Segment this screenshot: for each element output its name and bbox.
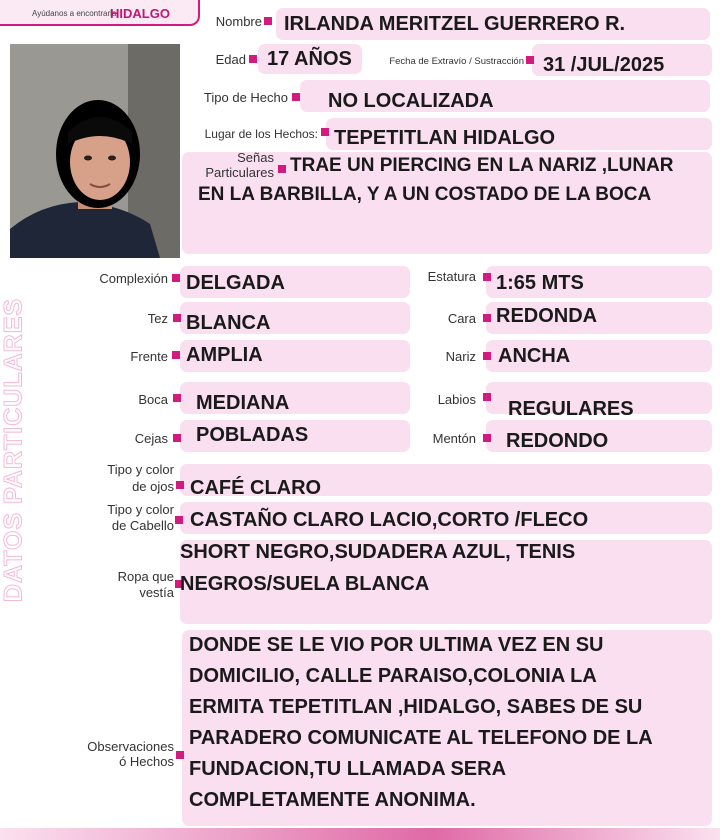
senas-bullet [278,165,286,173]
side-title: DATOS PARTICULARES [0,297,28,603]
logo-name: HIDALGO [110,6,170,21]
observaciones-line: PARADERO COMUNICATE AL TELEFONO DE LA [189,727,653,749]
observaciones-line: DOMICILIO, CALLE PARAISO,COLONIA LA [189,665,597,687]
tez-label: Tez [147,311,168,326]
estatura-value: 1:65 MTS [496,272,584,294]
ropa-label-line1: Ropa que [117,569,174,584]
nariz-value: ANCHA [498,345,571,367]
tez-bullet [173,314,181,322]
edad-value: 17 AÑOS [267,48,352,70]
cara-label: Cara [447,311,476,326]
cabello-label-line1: Tipo y color [107,502,174,517]
cejas-label: Cejas [134,431,168,446]
observaciones-line: DONDE SE LE VIO POR ULTIMA VEZ EN SU [189,634,604,656]
observaciones-label-line2: ó Hechos [119,754,174,769]
logo-tagline: Ayúdanos a encontrarla [32,9,117,18]
cabello-value: CASTAÑO CLARO LACIO,CORTO /FLECO [190,509,589,531]
menton-label: Mentón [432,431,476,446]
ojos-label-line2: de ojos [132,479,174,494]
edad-bullet [249,55,257,63]
edad-label: Edad [215,52,246,67]
boca-label: Boca [138,392,168,407]
nombre-label: Nombre [215,14,262,29]
tipo-hecho-label: Tipo de Hecho [203,90,288,105]
frente-value: AMPLIA [186,344,263,366]
complexion-label: Complexión [99,271,168,286]
ojos-value: CAFÉ CLARO [190,477,322,499]
nariz-bullet [483,352,491,360]
observaciones-line: COMPLETAMENTE ANONIMA. [189,789,476,811]
senas-value-line1: TRAE UN PIERCING EN LA NARIZ ,LUNAR [290,155,674,176]
lugar-value: TEPETITLAN HIDALGO [334,127,556,149]
menton-value: REDONDO [506,430,609,452]
frente-bullet [172,351,180,359]
tipo-hecho-value: NO LOCALIZADA [328,90,494,112]
nariz-label: Nariz [445,349,476,364]
complexion-value: DELGADA [186,272,285,294]
observaciones-text [189,630,653,816]
lugar-label: Lugar de los Hechos: [204,127,318,141]
nombre-bullet [264,17,272,25]
cara-bullet [483,314,491,322]
observaciones-line: ERMITA TEPETITLAN ,HIDALGO, SABES DE SU [189,696,643,718]
senas-value-line2: EN LA BARBILLA, Y A UN COSTADO DE LA BOCA [198,184,652,205]
boca-value: MEDIANA [196,392,290,414]
cejas-bullet [173,434,181,442]
observaciones-label-line1: Observaciones [87,739,174,754]
frente-label: Frente [130,349,168,364]
lugar-bullet [321,128,329,136]
senas-label-line1: Señas [237,150,274,165]
observaciones-bullet [176,751,184,759]
fecha-value: 31 /JUL/2025 [543,54,665,76]
header-logo [0,0,200,26]
nombre-value: IRLANDA MERITZEL GUERRERO R. [284,13,626,35]
fecha-bullet [526,56,534,64]
complexion-bullet [172,274,180,282]
missing-person-photo [10,44,180,258]
cabello-label-line2: de Cabello [111,518,174,533]
estatura-label: Estatura [427,269,476,284]
cabello-bullet [175,516,183,524]
senas-label-line2: Particulares [205,165,274,180]
labios-value: REGULARES [508,398,634,420]
labios-bullet [483,393,491,401]
ojos-bullet [176,481,184,489]
tez-value: BLANCA [186,312,271,334]
observaciones-line: FUNDACION,TU LLAMADA SERA [189,758,507,780]
ropa-value-line2: NEGROS/SUELA BLANCA [180,573,430,595]
ropa-label-line2: vestía [139,585,174,600]
ojos-label-line1: Tipo y color [107,462,174,477]
cejas-value: POBLADAS [196,424,309,446]
estatura-bullet [483,273,491,281]
boca-bullet [173,394,181,402]
footer-stripe [0,828,720,840]
labios-label: Labios [437,392,476,407]
tipo-hecho-bullet [292,93,300,101]
cara-value: REDONDA [496,305,598,327]
fecha-label: Fecha de Extravío / Sustracción [389,56,524,67]
ropa-value-line1: SHORT NEGRO,SUDADERA AZUL, TENIS [180,541,576,563]
portrait-image [10,44,180,258]
menton-bullet [483,434,491,442]
